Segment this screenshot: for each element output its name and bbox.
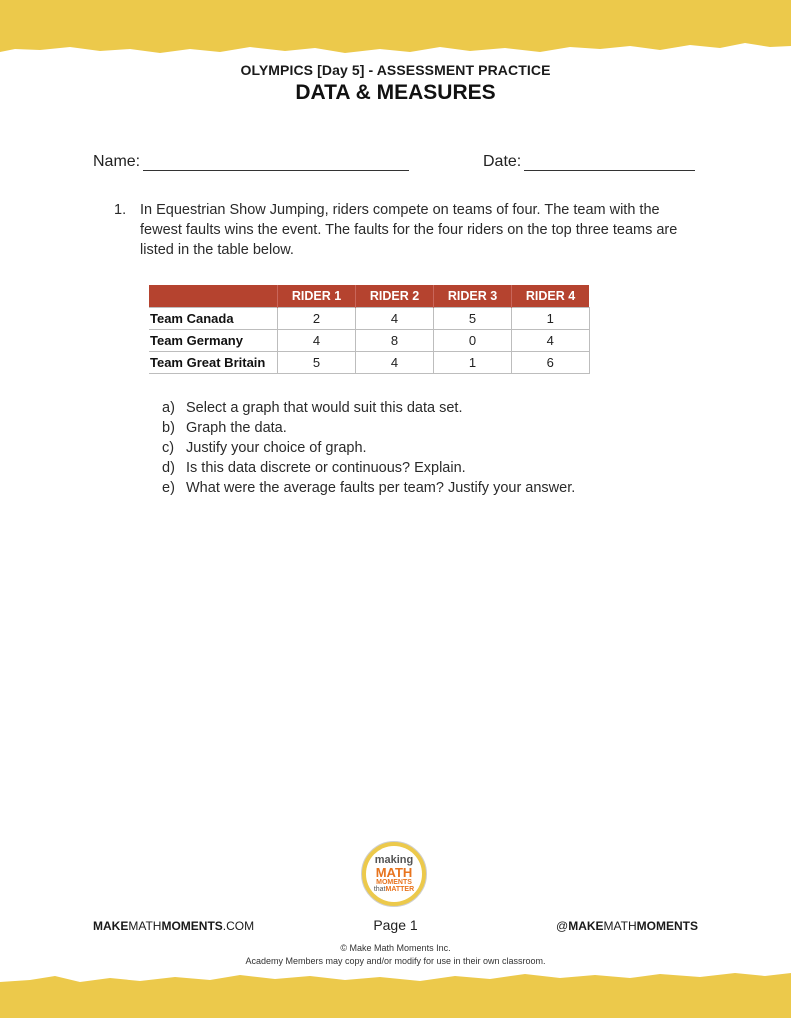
fault-cell: 5 [434, 308, 512, 330]
date-field[interactable] [483, 153, 695, 171]
subquestion-c [162, 438, 575, 458]
subquestion-letter: d) [162, 460, 175, 476]
fault-cell: 4 [356, 308, 434, 330]
subquestion-text: Is this data discrete or continuous? Explain. [186, 460, 466, 476]
fault-cell: 4 [278, 330, 356, 352]
fault-cell: 4 [512, 330, 590, 352]
subquestion-text: Justify your choice of graph. [186, 440, 367, 456]
copyright-line: © Make Math Moments Inc. [340, 943, 451, 953]
logo-inner-circle [366, 846, 422, 902]
fault-cell: 2 [278, 308, 356, 330]
question-number: 1. [114, 202, 127, 218]
table-header-row [149, 285, 589, 308]
make-math-moments-logo [361, 841, 427, 907]
team-name: Team Great Britain [149, 352, 278, 374]
table-row [149, 308, 589, 330]
subquestion-letter: a) [162, 400, 175, 416]
fault-cell: 1 [434, 352, 512, 374]
subquestion-d [162, 458, 575, 478]
page-number: Page 1 [373, 917, 418, 933]
subquestion-a [162, 398, 575, 418]
top-yellow-brush-band [0, 0, 791, 60]
worksheet-title: DATA & MEASURES [295, 81, 496, 104]
logo-text-math: MATH [375, 865, 413, 880]
subquestion-b [162, 418, 575, 438]
date-blank-line[interactable] [524, 154, 695, 171]
subquestion-letter: e) [162, 480, 175, 496]
logo-text-making: making [374, 854, 414, 866]
table-header-rider-4: RIDER 4 [512, 285, 590, 308]
question-text: In Equestrian Show Jumping, riders compete on teams of four. The team with the fewest faults wins the event. The faults for the four riders on the top three teams are listed in the table below. [140, 202, 678, 258]
table-header-rider-3: RIDER 3 [434, 285, 512, 308]
subquestion-letter: c) [162, 440, 175, 456]
footer-social-handle: @MAKEMATHMOMENTS [556, 919, 698, 933]
bottom-yellow-brush-band [0, 968, 791, 1024]
faults-table [149, 285, 590, 374]
name-blank-line[interactable] [143, 154, 409, 171]
fault-cell: 8 [356, 330, 434, 352]
table-header-blank [149, 285, 278, 308]
name-field[interactable] [93, 153, 409, 171]
fault-cell: 1 [512, 308, 590, 330]
copyright-notice [0, 942, 791, 968]
team-name: Team Canada [149, 308, 278, 330]
fault-cell: 6 [512, 352, 590, 374]
question-1 [114, 200, 704, 260]
logo-text-that-matter: thatMATTER [373, 886, 415, 893]
worksheet-subtitle: OLYMPICS [Day 5] - ASSESSMENT PRACTICE [240, 62, 551, 78]
fault-cell: 4 [356, 352, 434, 374]
date-label: Date: [483, 153, 522, 170]
footer-website: MAKEMATHMOMENTS.COM [93, 919, 255, 933]
subquestion-text: What were the average faults per team? Justify your answer. [186, 480, 576, 496]
subquestion-text: Select a graph that would suit this data set. [186, 400, 463, 416]
subquestion-list [162, 398, 575, 498]
table-row [149, 330, 589, 352]
subquestion-e [162, 478, 575, 498]
license-line: Academy Members may copy and/or modify for use in their own classroom. [245, 956, 546, 966]
team-name: Team Germany [149, 330, 278, 352]
fault-cell: 0 [434, 330, 512, 352]
subquestion-text: Graph the data. [186, 420, 287, 436]
table-row [149, 352, 589, 374]
logo-text-moments: MOMENTS [376, 879, 412, 886]
table-header-rider-1: RIDER 1 [278, 285, 356, 308]
subquestion-letter: b) [162, 420, 175, 436]
fault-cell: 5 [278, 352, 356, 374]
table-header-rider-2: RIDER 2 [356, 285, 434, 308]
name-label: Name: [93, 153, 141, 170]
